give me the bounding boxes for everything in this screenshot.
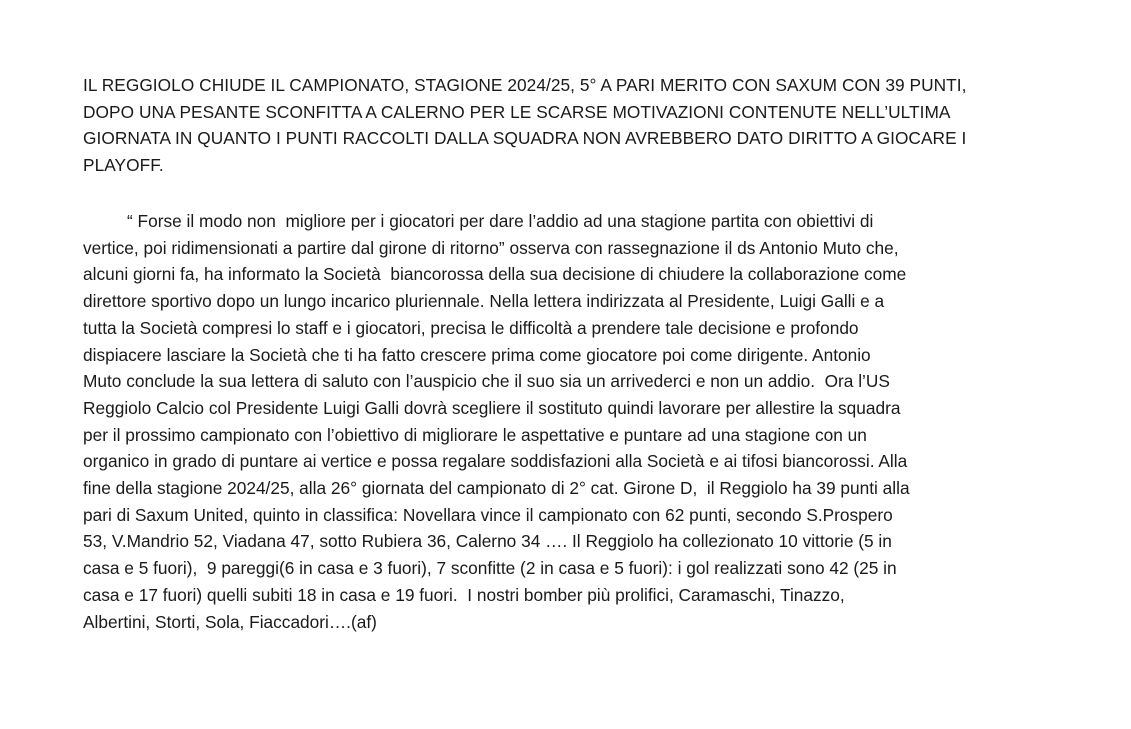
headline-line: IL REGGIOLO CHIUDE IL CAMPIONATO, STAGIONE 2024/25, 5° A PARI MERITO CON SAXUM CON 39 PUNTI, (83, 75, 967, 95)
body-line: alcuni giorni fa, ha informato la Società biancorossa della sua decisione di chiudere la collaborazione come (83, 264, 907, 285)
body-line: 53, V.Mandrio 52, Viadana 47, sotto Rubiera 36, Calerno 34 …. Il Reggiolo ha collezionato 10 vittorie (5 in (83, 531, 892, 552)
headline-line: PLAYOFF. (83, 154, 164, 175)
body-line: per il prossimo campionato con l’obiettivo di migliorare le aspettative e puntare ad una stagione con un (83, 424, 867, 445)
headline-line: GIORNATA IN QUANTO I PUNTI RACCOLTI DALLA SQUADRA NON AVREBBERO DATO DIRITTO A GIOCARE I (83, 128, 967, 149)
body-line: Reggiolo Calcio col Presidente Luigi Galli dovrà scegliere il sostituto quindi lavorare per allestire la squadra (83, 397, 901, 418)
body-line: organico in grado di puntare ai vertice e possa regalare soddisfazioni alla Società e ai tifosi biancorossi. Alla (83, 451, 908, 472)
body-line: “ Forse il modo non migliore per i giocatori per dare l’addio ad una stagione partita con obiettivi di (127, 211, 874, 231)
body-line: casa e 5 fuori), 9 pareggi(6 in casa e 3 fuori), 7 sconfitte (2 in casa e 5 fuori): i gol realizzati sono 42 (25 in (83, 558, 897, 579)
body-line: tutta la Società compresi lo staff e i giocatori, precisa le difficoltà a prendere tale decisione e profondo (83, 317, 859, 338)
headline-line: DOPO UNA PESANTE SCONFITTA A CALERNO PER LE SCARSE MOTIVAZIONI CONTENUTE NELL’ULTIMA (83, 101, 951, 122)
body-line: Albertini, Storti, Sola, Fiaccadori….(af) (83, 611, 377, 632)
body-line: direttore sportivo dopo un lungo incarico pluriennale. Nella lettera indirizzata al Presidente, Luigi Galli e a (83, 291, 885, 312)
body-line: vertice, poi ridimensionati a partire dal girone di ritorno” osserva con rassegnazione il ds Antonio Muto che, (83, 237, 899, 258)
body-line: Muto conclude la sua lettera di saluto con l’auspicio che il suo sia un arrivederci e non un addio. Ora l’US (83, 371, 890, 392)
body-line: fine della stagione 2024/25, alla 26° giornata del campionato di 2° cat. Girone D, il Reggiolo ha 39 punti alla (83, 478, 910, 499)
article-body (83, 208, 1083, 635)
body-line: casa e 17 fuori) quelli subiti 18 in casa e 19 fuori. I nostri bomber più prolifici, Caramaschi, Tinazzo, (83, 584, 845, 605)
body-line: dispiacere lasciare la Società che ti ha fatto crescere prima come giocatore poi come dirigente. Antonio (83, 344, 871, 365)
headline (83, 72, 1083, 178)
body-line: pari di Saxum United, quinto in classifica: Novellara vince il campionato con 62 punti, secondo S.Prospero (83, 504, 893, 525)
